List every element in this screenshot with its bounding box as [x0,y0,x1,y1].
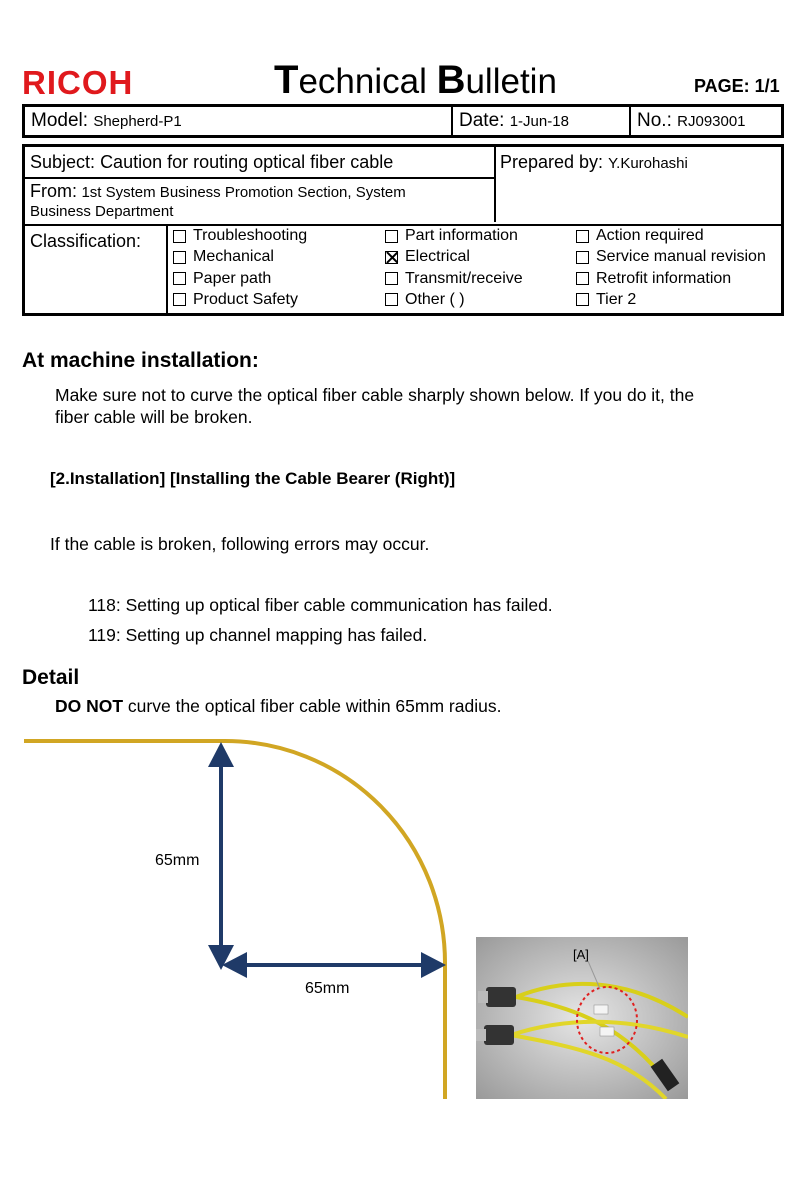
prepared-label: Prepared by: [500,152,604,172]
prepared-value: Y.Kurohashi [608,155,688,172]
classification-mechanical [173,248,274,266]
error-intro: If the cable is broken, following errors may occur. [50,534,430,554]
cable-photo [476,937,688,1099]
horizontal-65mm-label: 65mm [305,980,350,997]
prepared-line [500,152,688,173]
title-initial-b: B [436,58,466,102]
checkbox-part-information[interactable] [385,230,398,243]
subject-value: Caution for routing optical fiber cable [100,152,394,172]
checkbox-paper-path[interactable] [173,272,186,285]
document-title [274,58,557,103]
classification-product-safety [173,291,298,309]
checkbox-label: Electrical [405,248,470,266]
checkbox-label: Service manual revision [596,248,766,266]
checkbox-retrofit-information[interactable] [576,272,589,285]
classification-action-required [576,227,704,245]
from-value-line2: Business Department [30,203,174,220]
vertical-dimension-arrow [208,742,234,970]
date-label: Date: [459,110,505,131]
from-block [30,182,406,221]
checkbox-tier-2[interactable] [576,293,589,306]
model-value: Shepherd-P1 [93,113,182,130]
checkbox-label: Action required [596,227,704,244]
checkbox-product-safety[interactable] [173,293,186,306]
from-label: From: [30,181,77,201]
checkbox-label: Paper path [193,269,272,287]
checkbox-label: Troubleshooting [193,227,308,244]
model-row [22,104,784,138]
checkbox-label: Other ( ) [405,290,465,308]
fiber-cable-path [24,741,445,1099]
classification-transmit-receive [385,270,523,288]
detail-statement [55,695,501,717]
title-rest-1: echnical [298,62,437,101]
checkbox-label: Retrofit information [596,269,732,287]
checkbox-service-manual-revision[interactable] [576,251,589,264]
paragraph-line2: fiber cable will be broken. [55,407,253,427]
classification-retrofit-information [576,270,731,288]
page-number: PAGE: 1/1 [694,76,780,96]
classification-part-information [385,227,518,245]
checkbox-mechanical[interactable] [173,251,186,264]
classification-paper-path [173,270,271,288]
date-value: 1-Jun-18 [509,113,569,130]
installation-paragraph [55,384,694,428]
classification-tier-2 [576,291,636,309]
detail-heading: Detail [22,666,80,689]
classification-troubleshooting [173,227,307,245]
vertical-65mm-label: 65mm [155,852,200,869]
title-initial-t: T [274,58,299,102]
detail-rest: curve the optical fiber cable within 65mm radius. [123,696,502,716]
subject-label: Subject: [30,152,96,172]
horizontal-dimension-arrow [222,952,446,978]
installation-heading: At machine installation: [22,349,259,372]
error-118: 118: Setting up optical fiber cable communication has failed. [88,595,553,615]
ricoh-logo: RICOH [22,64,134,101]
checkbox-label: Transmit/receive [405,269,523,287]
checkbox-label: Mechanical [193,248,274,266]
number-label: No.: [637,110,672,131]
divider [25,177,494,179]
checkbox-label: Tier 2 [596,290,637,308]
paragraph-line1: Make sure not to curve the optical fiber cable sharply shown below. If you do it, the [55,385,695,405]
checkbox-action-required[interactable] [576,230,589,243]
checkbox-transmit-receive[interactable] [385,272,398,285]
divider [25,224,782,226]
subject-block [22,144,784,316]
model-cell [25,107,182,135]
do-not-emphasis: DO NOT [55,696,124,716]
subject-line [30,152,393,173]
number-value: RJ093001 [677,113,746,130]
title-rest-2: ulletin [465,62,557,101]
classification-electrical [385,248,470,266]
checkbox-electrical[interactable] [385,251,398,264]
classification-label: Classification: [30,231,142,251]
checkbox-label: Part information [405,227,518,244]
error-119: 119: Setting up channel mapping has failed. [88,625,428,645]
date-cell [453,107,569,135]
model-label: Model: [31,110,89,131]
divider [166,225,168,313]
number-cell [631,107,746,135]
classification-service-manual-revision [576,248,766,266]
divider [494,147,496,222]
from-value-line1: 1st System Business Promotion Section, System [81,184,406,201]
classification-other [385,291,465,309]
manual-reference: [2.Installation] [Installing the Cable Bearer (Right)] [50,469,456,488]
checkbox-troubleshooting[interactable] [173,230,186,243]
checkbox-label: Product Safety [193,290,298,308]
checkbox-other[interactable] [385,293,398,306]
photo-callout-a: [A] [573,947,589,962]
